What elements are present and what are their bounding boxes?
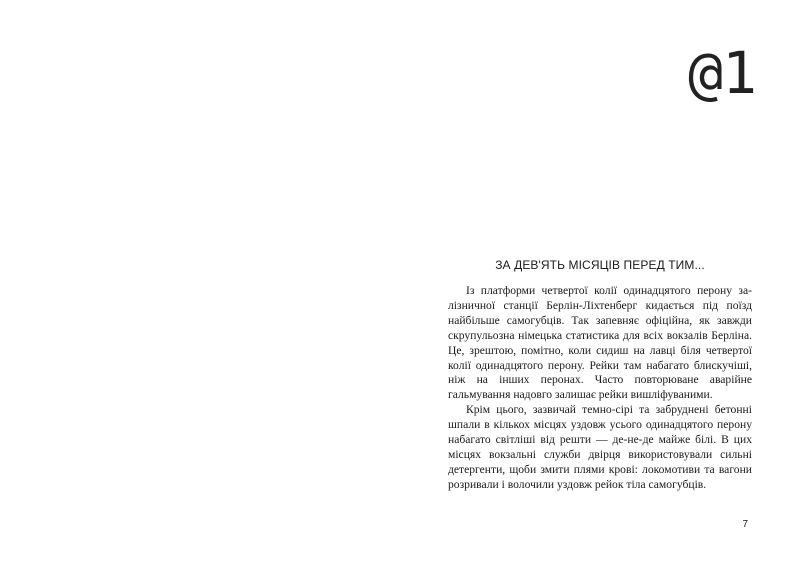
- body-text: [448, 284, 752, 493]
- paragraph-1: Із платформи четвертої колії одинадцятого перону залізничної станції Берлін-Ліхтенберг кидається під поїзд найбільше самогубців. Так запевняє офіційна, як завжди скрупульозна німецька статистика для всіх вокзалів Берліна. Це, зрештою, помітно, коли сидиш на лавці біля четвертої колії одинадцятого перону. Рейки там набагато блискучіші, ніж на інших перонах. Часто повторюване аварійне гальмування надовго залишає рейки вишліфуваними.: [448, 284, 752, 402]
- chapter-number: @1: [688, 39, 756, 107]
- right-page: [400, 0, 800, 573]
- page-number: 7: [742, 519, 748, 530]
- paragraph-2: Крім цього, зазвичай темно-сірі та забруднені бетонні шпали в кількох місцях уздовж усього одинадцятого перону набагато світліші від решти — де-не-де майже білі. В цих місцях вокзальні служби двірця використовували сильні детергенти, щоби змити плями крові: локомотиви та вагони розривали і волочили уздовж рейок тіла самогубців.: [448, 403, 752, 491]
- chapter-title: ЗА ДЕВ'ЯТЬ МІСЯЦІВ ПЕРЕД ТИМ...: [495, 258, 705, 272]
